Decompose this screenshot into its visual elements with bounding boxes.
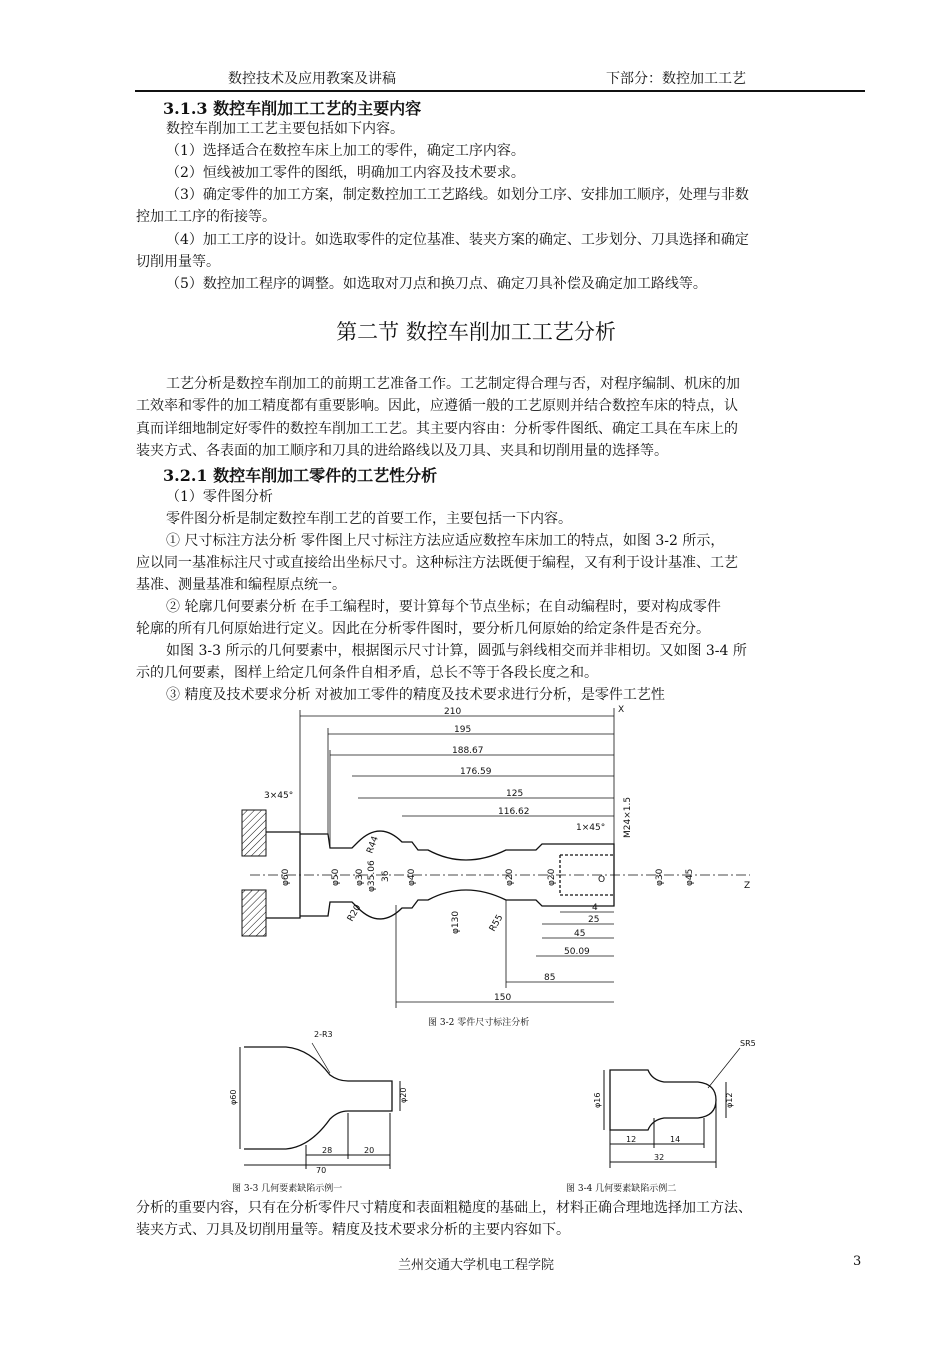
paragraph-line: ③ 精度及技术要求分析 对被加工零件的精度及技术要求进行分析，是零件工艺性: [166, 687, 665, 703]
paragraph-line: 装夹方式、刀具及切削用量等。精度及技术要求分析的主要内容如下。: [136, 1222, 570, 1238]
diameter-label: φ35.06: [367, 860, 377, 892]
paragraph-line: 装夹方式、各表面的加工顺序和刀具的进给路线以及刀具、夹具和切削用量的选择等。: [136, 443, 668, 459]
dim-label: 188.67: [452, 746, 484, 756]
figure-3-4-drawing: [570, 1030, 770, 1180]
dim-label: 150: [494, 993, 512, 1003]
chapter-title: 第二节 数控车削加工工艺分析: [336, 320, 616, 344]
dim-label: 85: [544, 973, 556, 983]
dim-label: 36: [381, 870, 391, 882]
dim-label: 116.62: [498, 807, 530, 817]
section-3-2-1-title: 3.2.1 数控车削加工零件的工艺性分析: [163, 466, 438, 485]
header-rule: [135, 90, 865, 92]
paragraph-line: 如图 3-3 所示的几何要素中，根据图示尺寸计算，圆弧与斜线相交而并非相切。又如图 3-4 所: [166, 643, 747, 659]
diameter-label: φ30: [655, 868, 665, 886]
paragraph-line: （5）数控加工程序的调整。如选取对刀点和换刀点、确定刀具补偿及确定加工路线等。: [166, 276, 707, 292]
diameter-label: φ16: [593, 1092, 602, 1108]
radius-label: R55: [487, 913, 506, 934]
paragraph-line: 零件图分析是制定数控车削工艺的首要工作，主要包括一下内容。: [166, 511, 572, 527]
paragraph-line: 分析的重要内容，只有在分析零件尺寸精度和表面粗糙度的基础上，材料正确合理地选择加工方法、: [136, 1200, 752, 1216]
radius-label: SR5: [740, 1039, 756, 1048]
figure-3-2-drawing: [230, 700, 770, 1030]
dim-label: 20: [364, 1146, 375, 1155]
paragraph-line: 控加工工序的衔接等。: [136, 209, 276, 225]
diameter-label: φ50: [331, 868, 341, 886]
radius-label: R44: [365, 834, 381, 856]
diameter-label: φ130: [451, 910, 461, 934]
chamfer-label: 3×45°: [264, 791, 294, 801]
dim-label: 28: [322, 1146, 333, 1155]
diameter-label: φ30: [355, 868, 365, 886]
dim-label: 4: [592, 903, 598, 913]
paragraph-line: 数控车削加工工艺主要包括如下内容。: [166, 121, 404, 137]
paragraph-line: 真而详细地制定好零件的数控车削加工工艺。其主要内容由：分析零件图纸、确定工具在车床上的: [136, 421, 738, 437]
diameter-label: φ20: [399, 1087, 408, 1103]
dim-label: 125: [506, 789, 524, 799]
origin-label: O: [598, 875, 606, 885]
dim-label: 25: [588, 915, 600, 925]
dim-label: 70: [316, 1166, 327, 1175]
section-3-1-3-title: 3.1.3 数控车削加工工艺的主要内容: [163, 99, 422, 118]
paragraph-line: 应以同一基准标注尺寸或直接给出坐标尺寸。这种标注方法既便于编程，又有利于设计基准、工艺: [136, 555, 738, 571]
radius-label: R20: [345, 903, 364, 924]
paragraph-line: ① 尺寸标注方法分析 零件图上尺寸标注方法应适应数控车床加工的特点，如图 3-2 所示，: [166, 533, 725, 549]
figure-3-4-caption: 图 3-4 几何要素缺陷示例二: [566, 1184, 677, 1194]
paragraph-line: （1）零件图分析: [166, 489, 273, 505]
paragraph-line: ② 轮廓几何要素分析 在手工编程时，要计算每个节点坐标；在自动编程时，要对构成零件: [166, 599, 721, 615]
page-number: 3: [853, 1254, 862, 1269]
diameter-label: φ45: [685, 868, 695, 886]
paragraph-line: （3）确定零件的加工方案，制定数控加工工艺路线。如划分工序、安排加工顺序，处理与非数: [166, 187, 749, 203]
dim-label: 32: [654, 1153, 665, 1162]
dim-label: 176.59: [460, 767, 492, 777]
footer-institution: 兰州交通大学机电工程学院: [398, 1258, 555, 1273]
header-left: 数控技术及应用教案及讲稿: [228, 71, 396, 87]
paragraph-line: （2）恒线被加工零件的图纸，明确加工内容及技术要求。: [166, 165, 525, 181]
diameter-label: φ40: [407, 868, 417, 886]
diameter-label: φ60: [281, 868, 291, 886]
diameter-label: φ20: [505, 868, 515, 886]
chuck-jaw-top: [242, 810, 266, 856]
z-axis-label: Z: [744, 881, 751, 891]
dim-label: 12: [626, 1135, 637, 1144]
paragraph-line: 工效率和零件的加工精度都有重要影响。因此，应遵循一般的工艺原则并结合数控车床的特点，认: [136, 398, 738, 414]
diameter-label: φ60: [229, 1089, 238, 1105]
dim-label: 14: [670, 1135, 681, 1144]
header-right: 下部分：数控加工工艺: [606, 71, 746, 87]
figure-3-3-caption: 图 3-3 几何要素缺陷示例一: [232, 1184, 343, 1194]
radius-label: 2-R3: [314, 1030, 333, 1039]
thread-label: M24×1.5: [623, 796, 633, 838]
paragraph-line: 工艺分析是数控车削加工的前期工艺准备工作。工艺制定得合理与否，对程序编制、机床的加: [166, 376, 740, 392]
dim-label: 210: [444, 707, 462, 717]
diameter-label: φ20: [547, 868, 557, 886]
chuck-jaw-bottom: [242, 890, 266, 936]
chamfer-label: 1×45°: [576, 823, 606, 833]
dim-label: 195: [454, 725, 472, 735]
x-axis-label: X: [618, 705, 625, 715]
diameter-label: φ12: [725, 1092, 734, 1108]
paragraph-line: 示的几何要素，图样上给定几何条件自相矛盾，总长不等于各段长度之和。: [136, 665, 598, 681]
dim-label: 45: [574, 929, 586, 939]
dim-label: 50.09: [564, 947, 590, 957]
paragraph-line: 轮廓的所有几何原始进行定义。因此在分析零件图时，要分析几何原始的给定条件是否充分。: [136, 621, 710, 637]
paragraph-line: 基准、测量基准和编程原点统一。: [136, 577, 346, 593]
paragraph-line: 切削用量等。: [136, 254, 220, 270]
figure-3-3-drawing: [230, 1025, 430, 1175]
figure-3-2-caption: 图 3-2 零件尺寸标注分析: [428, 1018, 530, 1028]
paragraph-line: （1）选择适合在数控车床上加工的零件，确定工序内容。: [166, 143, 525, 159]
paragraph-line: （4）加工工序的设计。如选取零件的定位基准、装夹方案的确定、工步划分、刀具选择和确定: [166, 232, 749, 248]
